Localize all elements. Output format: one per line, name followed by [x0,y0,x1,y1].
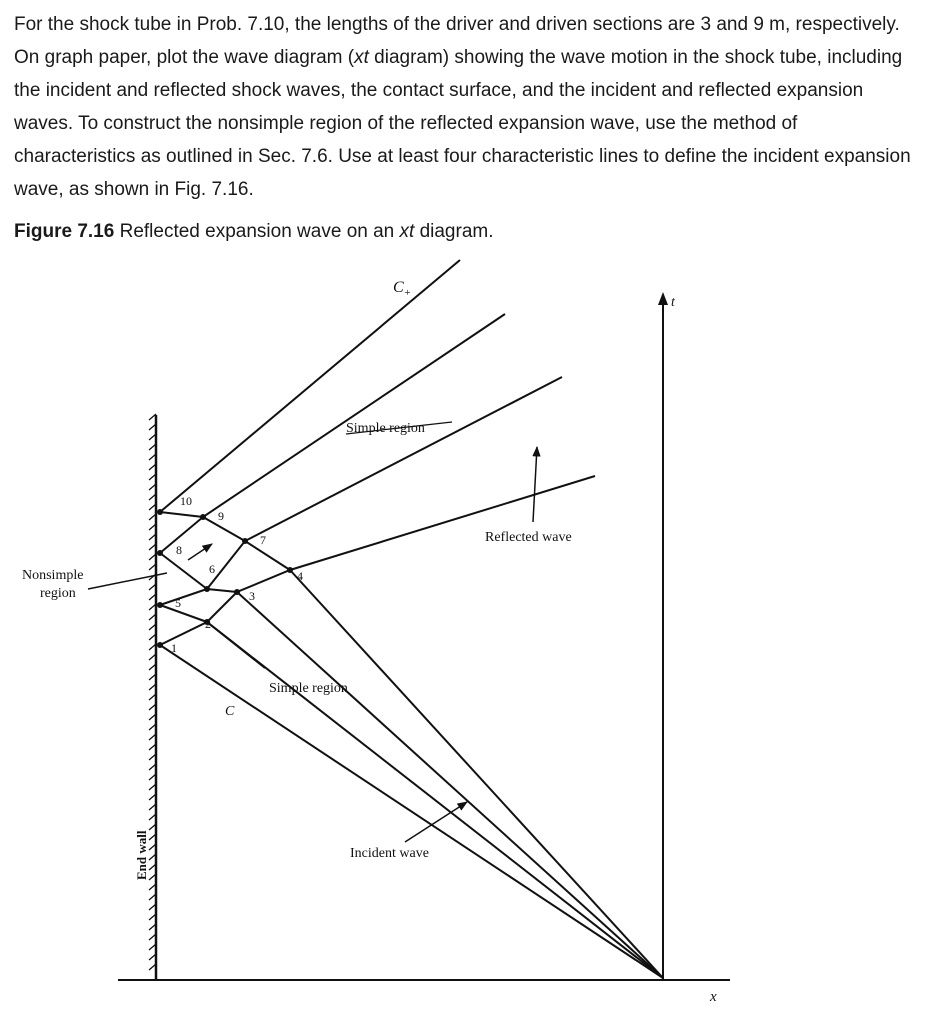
simple-region-bottom-label: Simple region [269,681,348,696]
point-label-1: 1 [171,641,177,655]
c-minus-segment-6-3 [207,589,237,592]
c-minus-segment-9-7 [203,517,245,541]
t-axis-label: t [671,295,675,310]
point-label-10: 10 [180,494,192,508]
point-label-6: 6 [209,562,215,576]
reflected-characteristics [160,260,595,645]
t-axis-arrow-icon [658,292,668,305]
c-minus-segment-10-9 [160,512,203,517]
point-9 [200,514,206,520]
point-7 [242,538,248,544]
reflected-wave-arrow [533,447,537,522]
problem-text-italic: xt [354,47,369,68]
c-minus-label: C [225,704,235,719]
nonsimple-region-label-line2: region [40,586,76,601]
point-label-2: 2 [205,617,211,631]
c-minus-segment-8-6 [160,553,207,589]
point-label-9: 9 [218,509,224,523]
point-5 [157,602,163,608]
reflected-wave-label: Reflected wave [485,530,572,545]
point-label-4: 4 [297,569,303,583]
c-minus-segment-5-2 [160,605,207,622]
nonsimple-region-label-line1: Nonsimple [22,568,84,583]
reflected-c-plus-line-4 [160,260,460,512]
c-minus-segment-7-4 [245,541,290,570]
point-4 [287,567,293,573]
c-plus-label [393,279,411,299]
point-label-3: 3 [249,589,255,603]
c-plus-letter: C [393,279,404,296]
x-axis-label: x [710,989,717,1005]
point-10 [157,509,163,515]
problem-text-suffix: diagram) showing the wave motion in the shock tube, including the incident and reflected shock waves, the contact surface, and the incident and reflected expansion waves. To construct the nonsimple region of the reflected expansion wave, use the method of characteristics as outlined in Sec. 7.6. Use at least four characteristic lines to define the incident expansion wave, as shown in Fig. 7.16. [14,47,911,200]
point-label-7: 7 [260,533,266,547]
incident-c-minus-line-1 [160,645,663,978]
caption-text-italic: xt [399,221,415,242]
incident-wave-label: Incident wave [350,846,429,861]
point-label-8: 8 [176,543,182,557]
c-plus-subscript: + [403,287,412,299]
point-8 [157,550,163,556]
c-minus-arrow [188,544,212,560]
point-3 [234,589,240,595]
point-label-5: 5 [175,596,181,610]
caption-text-prefix: Reflected expansion wave on an [114,221,400,242]
incident-expansion-fan [160,570,663,978]
point-6 [204,586,210,592]
c-minus-tail [207,622,265,668]
end-wall-label: End wall [134,830,149,880]
incident-c-minus-line-3 [237,592,663,978]
incident-wave-arrow [405,802,467,842]
point-1 [157,642,163,648]
incident-c-minus-line-4 [290,570,663,978]
incident-c-minus-line-2 [207,622,663,978]
caption-text-suffix: diagram. [414,221,494,242]
figure-number: Figure 7.16 [14,221,115,242]
simple-region-top-label: Simple region [346,421,425,436]
problem-text-prefix: For the shock tube in Prob. 7.10, the lengths of the driver and driven sections are 3 and 9 m, respectively. On graph paper, plot the wave diagram ( [14,14,900,68]
